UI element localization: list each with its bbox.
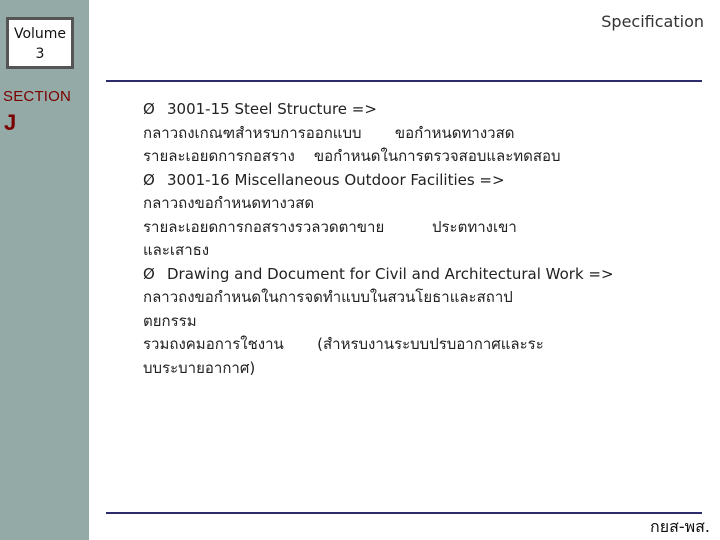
arrow-bullet-icon: Ø [143, 170, 155, 189]
item-description-line: บบระบายอากาศ) [143, 358, 256, 377]
item-description-line: รายละเอยดการกอสรางรวลวดตาขาย ประตทางเขา [143, 217, 517, 236]
sidebar-panel [0, 0, 89, 540]
item-heading-text: 3001-16 Miscellaneous Outdoor Facilities => [167, 170, 505, 189]
section-letter: J [4, 110, 17, 135]
arrow-bullet-icon: Ø [143, 264, 155, 283]
item-description-line: รวมถงคมอการใชงาน (สำหรบงานระบบปรบอากาศและระ [143, 335, 544, 353]
list-item-heading [143, 169, 688, 193]
header-divider [106, 80, 702, 82]
volume-label: Volume [13, 26, 67, 42]
content-body [143, 98, 688, 380]
item-heading-text: 3001-15 Steel Structure => [167, 100, 377, 118]
item-description-line: กลาวถงขอกำหนดในการจดทำแบบในสวนโยธาและสถาป [143, 288, 513, 306]
list-item-heading [143, 98, 688, 122]
item-description-line: รายละเอยดการกอสราง ขอกำหนดในการตรวจสอบและทดสอบ [143, 147, 561, 165]
item-description-line: กลาวถงขอกำหนดทางวสด [143, 194, 315, 212]
list-item-heading [143, 263, 688, 287]
volume-box [6, 17, 74, 69]
footer-code: กยส-พส. [650, 517, 710, 536]
arrow-bullet-icon: Ø [143, 100, 155, 118]
item-heading-text: Drawing and Document for Civil and Architectural Work => [167, 264, 614, 283]
page-title: Specification [601, 12, 704, 31]
section-label: SECTION [3, 88, 72, 105]
item-description-line: กลาวถงเกณฑสำหรบการออกแบบ ขอกำหนดทางวสด [143, 123, 515, 142]
item-description-line: ตยกรรม [143, 311, 197, 330]
volume-number: 3 [35, 46, 45, 62]
footer-divider [106, 512, 702, 514]
item-description-line: และเสาธง [143, 241, 210, 259]
